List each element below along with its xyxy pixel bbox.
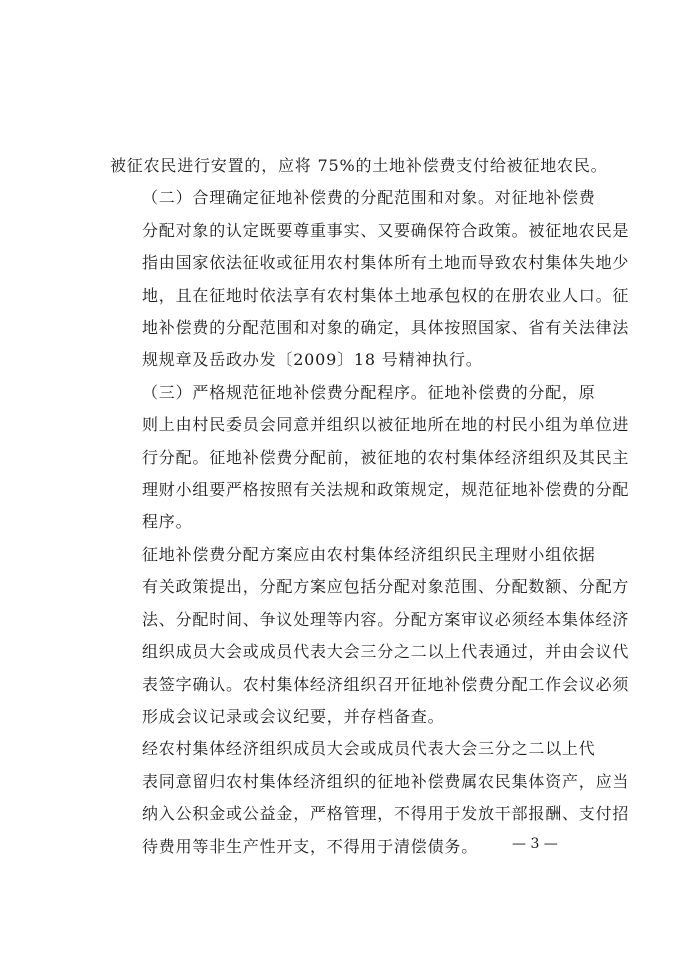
paragraph-distribution-procedure <box>110 377 630 539</box>
paragraph-distribution-scope <box>110 182 630 376</box>
text-line: （二）合理确定征地补偿费的分配范围和对象。对征地补偿费 <box>142 188 596 208</box>
text-line: 指由国家依法征收或征用农村集体所有土地而导致农村集体失地少 <box>142 253 630 273</box>
text-line: 被征农民进行安置的，应将 75%的土地补偿费支付给被征地农民。 <box>110 156 608 175</box>
text-line: 规规章及岳政办发〔2009〕18 号精神执行。 <box>142 350 483 370</box>
paragraph-continuation <box>110 150 608 182</box>
paragraph-retained-compensation <box>110 733 630 863</box>
text-line: 待费用等非生产性开支，不得用于清偿债务。 <box>142 836 479 856</box>
text-line: 形成会议记录或会议纪要，并存档备查。 <box>142 706 445 726</box>
text-line: 表签字确认。农村集体经济组织召开征地补偿费分配工作会议必须 <box>142 674 630 694</box>
page-number: — 3 — <box>512 836 558 852</box>
text-line: 地，且在征地时依法享有农村集体土地承包权的在册农业人口。征 <box>142 285 630 305</box>
text-line: 则上由村民委员会同意并组织以被征地所在地的村民小组为单位进 <box>142 415 630 435</box>
text-line: 程序。 <box>142 512 193 532</box>
text-line: 分配对象的认定既要尊重事实、又要确保符合政策。被征地农民是 <box>142 220 630 240</box>
text-line: 表同意留归农村集体经济组织的征地补偿费属农民集体资产，应当 <box>142 771 630 791</box>
text-line: 组织成员大会或成员代表大会三分之二以上代表通过，并由会议代 <box>142 642 630 662</box>
text-line: 征地补偿费分配方案应由农村集体经济组织民主理财小组依据 <box>142 544 596 564</box>
text-line: （三）严格规范征地补偿费分配程序。征地补偿费的分配，原 <box>142 382 596 402</box>
body-text <box>110 150 630 863</box>
text-line: 经农村集体经济组织成员大会或成员代表大会三分之二以上代 <box>142 739 596 759</box>
text-line: 行分配。征地补偿费分配前，被征地的农村集体经济组织及其民主 <box>142 447 630 467</box>
text-line: 理财小组要严格按照有关法规和政策规定，规范征地补偿费的分配 <box>142 480 630 500</box>
text-line: 纳入公积金或公益金，严格管理，不得用于发放干部报酬、支付招 <box>142 804 630 824</box>
text-line: 有关政策提出，分配方案应包括分配对象范围、分配数额、分配方 <box>142 577 630 597</box>
paragraph-distribution-plan <box>110 539 630 733</box>
text-line: 地补偿费的分配范围和对象的确定，具体按照国家、省有关法律法 <box>142 318 630 338</box>
text-line: 法、分配时间、争议处理等内容。分配方案审议必须经本集体经济 <box>142 609 630 629</box>
